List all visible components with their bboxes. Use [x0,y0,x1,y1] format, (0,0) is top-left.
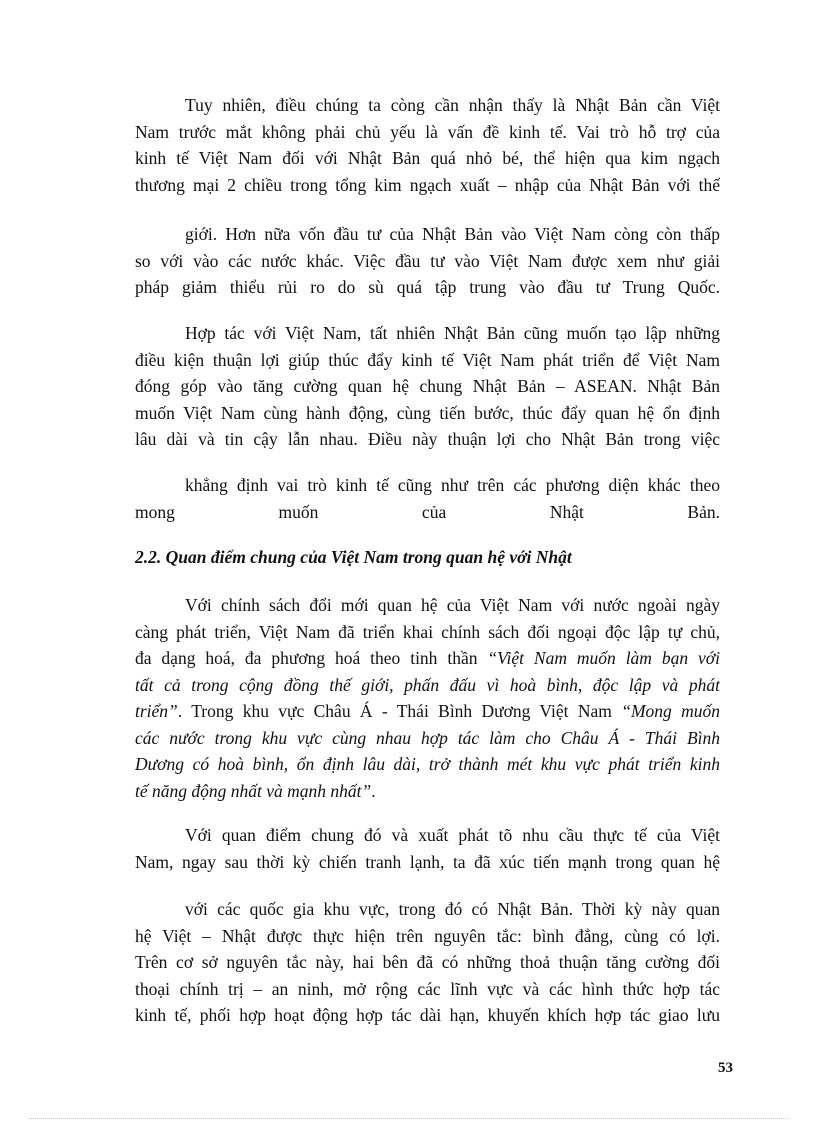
paragraph-7 [135,896,720,1029]
text-line: càng phát triển, Việt Nam đã triển khai chính sách đối ngoại độc lập tự chủ, [135,621,720,642]
text-line: thoại chính trị – an ninh, mở rộng các lĩnh vực và các hình thức hợp tác [135,978,720,999]
text-line: đóng góp vào tăng cường quan hệ chung Nhật Bản – ASEAN. Nhật Bản [135,376,720,396]
text-run: đa dạng hoá, đa phương hoá theo tinh thần [135,648,488,668]
text-line [135,698,720,725]
text-line: Nam trước mắt không phải chủ yếu là vấn đề kinh tế. Vai trò hỗ trợ của [135,121,720,142]
paragraph-5 [135,592,720,804]
text-line: giới. Hơn nữa vốn đầu tư của Nhật Bản vào Việt Nam còng còn thấp [185,224,720,244]
quote-text: các nước trong khu vực cùng nhau hợp tác làm cho Châu Á - Thái Bình [135,727,720,748]
quote-text: Dương có hoà bình, ổn định lâu dài, trở thành mét khu vực phát triển kinh [135,754,720,774]
text-line: Tuy nhiên, điều chúng ta còng cần nhận thấy là Nhật Bản cần Việt [185,95,720,115]
paragraph-3 [135,320,720,453]
footer-divider [28,1118,788,1119]
text-line [135,778,720,805]
paragraph-2 [135,221,720,301]
text-run: . Trong khu vực Châu Á - Thái Bình Dương Việt Nam [177,701,622,721]
text-line: pháp giảm thiểu rủi ro do sù quá tập trung vào đầu tư Trung Quốc. [135,277,720,297]
text-line: lâu dài và tin cậy lẫn nhau. Điều này thuận lợi cho Nhật Bản trong việc [135,429,720,449]
text-line: kinh tế, phối hợp hoạt động hợp tác dài hạn, khuyến khích hợp tác giao lưu [135,1005,720,1025]
text-line: Với quan điểm chung đó và xuất phát tõ nhu cầu thực tế của Việt [185,825,720,845]
paragraph-1 [135,92,720,198]
text-line: so với vào các nước khác. Việc đầu tư vào Việt Nam được xem như giải [135,250,720,271]
text-line: thương mại 2 chiều trong tổng kim ngạch xuất – nhập của Nhật Bản với thế [135,174,720,195]
text-line: muốn Việt Nam cùng hành động, cùng tiến bước, thúc đẩy quan hệ ổn định [135,402,720,423]
quote-text: “Việt Nam muốn làm bạn với [487,648,720,668]
quote-text: tế năng động nhất và mạnh nhất” [135,780,372,801]
section-heading: 2.2. Quan điểm chung của Việt Nam trong quan hệ với Nhật [135,547,572,567]
text-line: mong muốn của Nhật Bản. [135,501,720,522]
text-line: Nam, ngay sau thời kỳ chiến tranh lạnh, ta đã xúc tiến mạnh trong quan hệ [135,851,720,872]
quote-text: “Mong muốn [621,701,720,721]
text-line: kinh tế Việt Nam đối với Nhật Bản quá nhỏ bé, thể hiện qua kim ngạch [135,148,720,168]
page-number: 53 [718,1060,733,1076]
text-line: Với chính sách đổi mới quan hệ của Việt Nam với nước ngoài ngày [185,595,720,615]
paragraph-6 [135,822,720,875]
text-line [135,645,720,672]
text-line: Trên cơ sở nguyên tắc này, hai bên đã có những thoả thuận tăng cường đối [135,952,720,972]
paragraph-4 [135,472,720,525]
text-line: Hợp tác với Việt Nam, tất nhiên Nhật Bản cũng muốn tạo lập những [185,323,720,343]
text-line: hệ Việt – Nhật được thực hiện trên nguyên tắc: bình đẳng, cùng có lợi. [135,925,720,946]
quote-text: triển” [135,701,178,721]
text-line: với các quốc gia khu vực, trong đó có Nhật Bản. Thời kỳ này quan [185,899,720,919]
text-run: . [371,780,376,801]
text-line: điều kiện thuận lợi giúp thúc đẩy kinh tế Việt Nam phát triển để Việt Nam [135,349,720,370]
quote-text: tất cả trong cộng đồng thế giới, phấn đấu vì hoà bình, độc lập và phát [135,674,720,695]
text-line: khẳng định vai trò kinh tế cũng như trên các phương diện khác theo [185,475,720,495]
